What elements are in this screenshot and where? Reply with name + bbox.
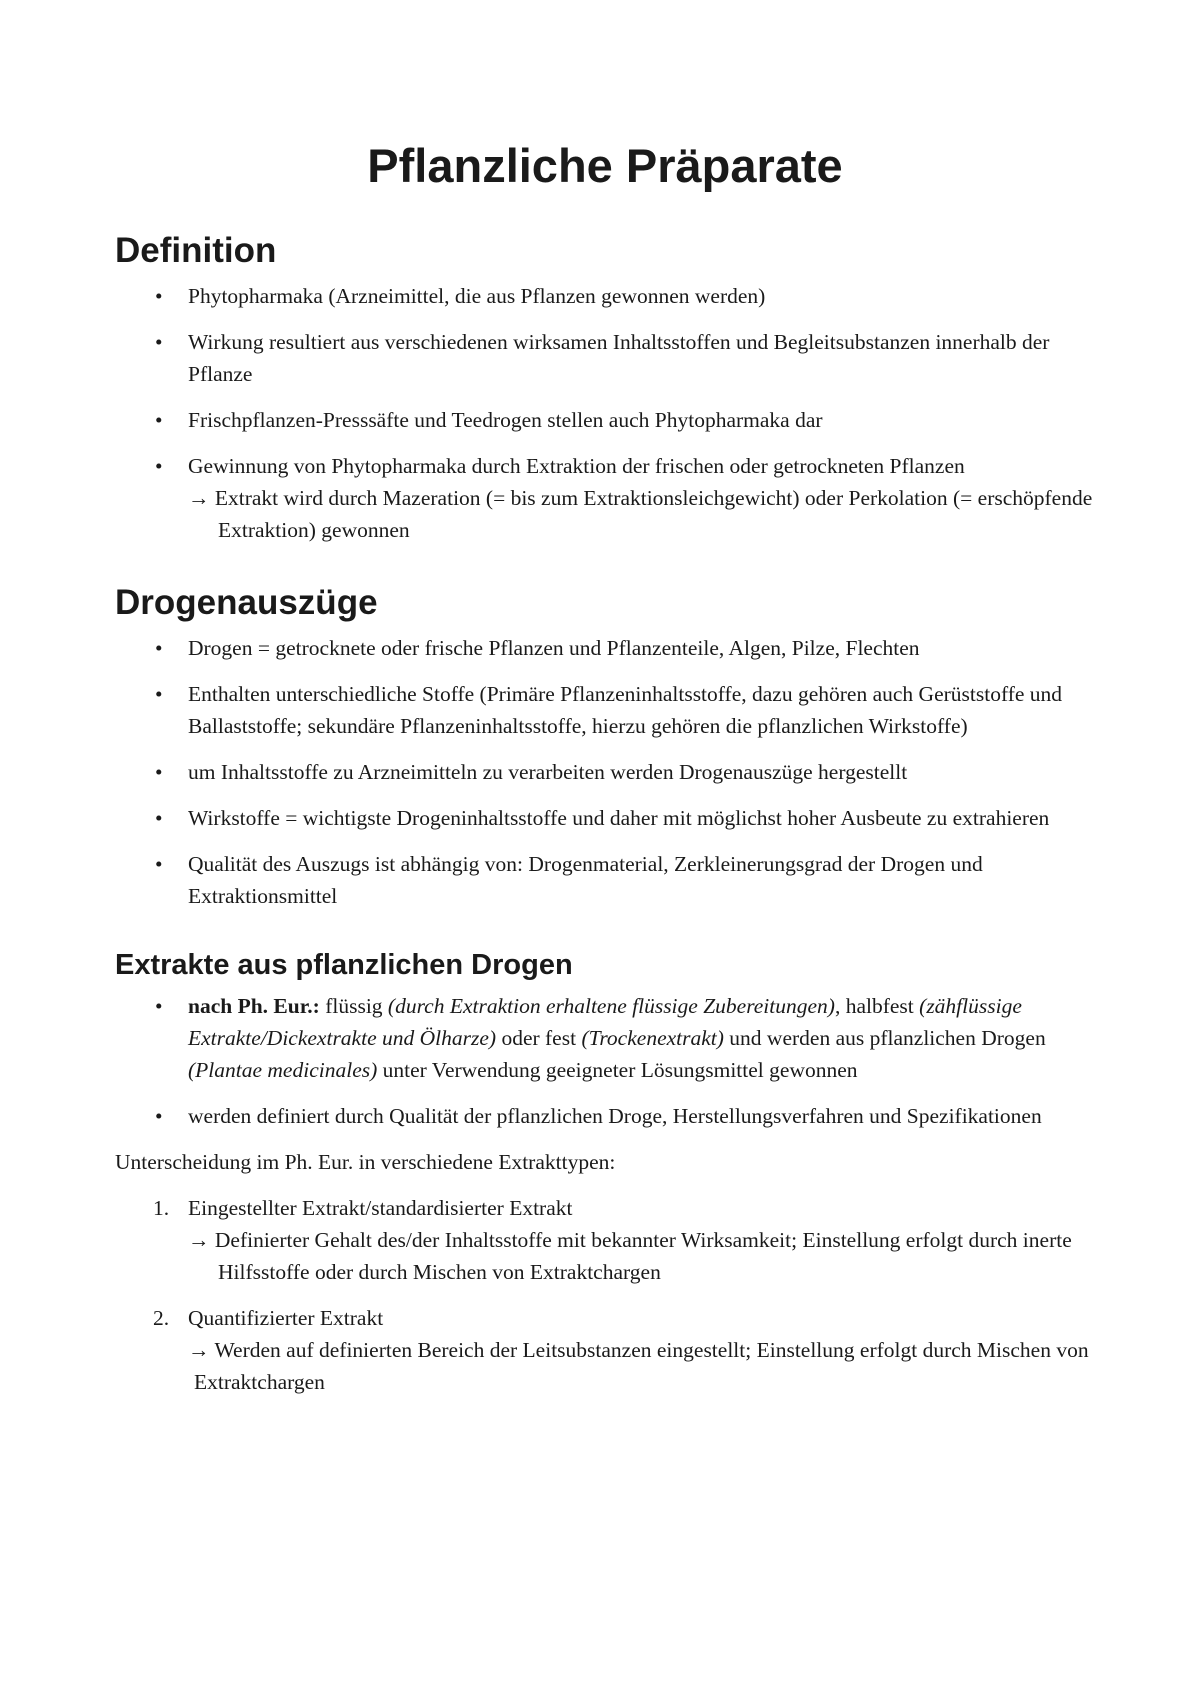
list-item bbox=[115, 990, 1095, 1086]
list-item bbox=[115, 678, 1095, 742]
list-item bbox=[115, 802, 1095, 834]
section-heading: Drogenauszüge bbox=[115, 582, 378, 622]
numbered-list bbox=[115, 1192, 1095, 1398]
bullet-list bbox=[115, 632, 1095, 912]
document-page bbox=[115, 140, 1095, 1412]
bullet-marker: • bbox=[155, 635, 163, 660]
list-item-text: Wirkung resultiert aus verschiedenen wirksamen Inhaltsstoffen und Begleitsubstanzen innerhalb der Pflanze bbox=[188, 329, 1050, 386]
italic-run: (durch Extraktion erhaltene flüssige Zubereitungen) bbox=[387, 994, 835, 1019]
bullet-marker: • bbox=[155, 1104, 163, 1129]
numbered-item bbox=[115, 1192, 1095, 1288]
number-marker: 1. bbox=[153, 1196, 170, 1221]
list-item-text: Enthalten unterschiedliche Stoffe (Primäre Pflanzeninhaltsstoffe, dazu gehören auch Gerüststoffe und Ballaststoffe; sekundäre Pflanzeninhaltsstoffe, hierzu gehören die pflanzlichen Wirkstoffe) bbox=[188, 681, 1063, 738]
list-item-text: Gewinnung von Phytopharmaka durch Extraktion der frischen oder getrockneten Pflanzen bbox=[188, 453, 965, 478]
arrow-note: → Extrakt wird durch Mazeration (= bis zum Extraktionsleichgewicht) oder Perkolation (= erschöpfende Extraktion) gewonnen bbox=[188, 485, 1093, 542]
italic-run: (zähflüssige Extrakte/Dickextrakte und Ölharze) bbox=[188, 994, 1022, 1051]
text-run: oder fest bbox=[496, 1026, 582, 1051]
list-item-text: Qualität des Auszugs ist abhängig von: Drogenmaterial, Zerkleinerungsgrad der Drogen und Extraktionsmittel bbox=[188, 851, 983, 908]
bullet-marker: • bbox=[155, 681, 163, 706]
bullet-list bbox=[115, 990, 1095, 1132]
numbered-item-text: Quantifizierter Extrakt bbox=[188, 1306, 384, 1331]
numbered-item-text: Eingestellter Extrakt/standardisierter Extrakt bbox=[188, 1196, 573, 1221]
list-item-text: Drogen = getrocknete oder frische Pflanzen und Pflanzenteile, Algen, Pilze, Flechten bbox=[188, 635, 920, 660]
section-heading: Extrakte aus pflanzlichen Drogen bbox=[115, 948, 573, 981]
italic-run: (Trockenextrakt) bbox=[581, 1026, 724, 1051]
list-item bbox=[115, 1100, 1095, 1132]
number-marker: 2. bbox=[153, 1306, 170, 1331]
text-run: unter Verwendung geeigneter Lösungsmittel gewonnen bbox=[377, 1058, 858, 1083]
section-heading: Definition bbox=[115, 230, 277, 270]
list-item bbox=[115, 280, 1095, 312]
bullet-list bbox=[115, 280, 1095, 546]
numbered-item bbox=[115, 1302, 1095, 1398]
list-item-text: um Inhaltsstoffe zu Arzneimitteln zu verarbeiten werden Drogenauszüge hergestellt bbox=[188, 759, 908, 784]
page-title: Pflanzliche Präparate bbox=[367, 139, 843, 192]
bullet-marker: • bbox=[155, 851, 163, 876]
text-run: flüssig bbox=[319, 994, 388, 1019]
list-item bbox=[115, 404, 1095, 436]
list-item bbox=[115, 326, 1095, 390]
list-item bbox=[115, 756, 1095, 788]
section-drogenauszuege bbox=[115, 582, 1095, 912]
list-item bbox=[115, 632, 1095, 664]
text-run: , halbfest bbox=[834, 994, 920, 1019]
bullet-marker: • bbox=[155, 283, 163, 308]
list-item-text: Frischpflanzen-Presssäfte und Teedrogen stellen auch Phytopharmaka dar bbox=[188, 407, 823, 432]
list-item-text: Wirkstoffe = wichtigste Drogeninhaltsstoffe und daher mit möglichst hoher Ausbeute zu extrahieren bbox=[188, 805, 1050, 830]
bullet-marker: • bbox=[155, 994, 163, 1019]
text-run: und werden aus pflanzlichen Drogen bbox=[723, 1026, 1046, 1051]
list-item bbox=[115, 450, 1095, 546]
paragraph: Unterscheidung im Ph. Eur. in verschiedene Extrakttypen: bbox=[115, 1150, 616, 1175]
section-extrakte bbox=[115, 948, 1095, 1399]
list-item-text: werden definiert durch Qualität der pflanzlichen Droge, Herstellungsverfahren und Spezifikationen bbox=[188, 1104, 1042, 1129]
bold-lead: nach Ph. Eur.: bbox=[188, 994, 320, 1019]
bullet-marker: • bbox=[155, 329, 163, 354]
bullet-marker: • bbox=[155, 407, 163, 432]
italic-run: (Plantae medicinales) bbox=[188, 1058, 378, 1083]
section-definition bbox=[115, 230, 1095, 546]
bullet-marker: • bbox=[155, 759, 163, 784]
list-item-text: Phytopharmaka (Arzneimittel, die aus Pflanzen gewonnen werden) bbox=[188, 283, 766, 308]
bullet-marker: • bbox=[155, 805, 163, 830]
bullet-marker: • bbox=[155, 453, 163, 478]
arrow-note: → Definierter Gehalt des/der Inhaltsstoffe mit bekannter Wirksamkeit; Einstellung erfolgt durch inerte Hilfsstoffe oder durch Mischen von Extraktchargen bbox=[188, 1228, 1072, 1285]
list-item bbox=[115, 848, 1095, 912]
arrow-note: → Werden auf definierten Bereich der Leitsubstanzen eingestellt; Einstellung erfolgt durch Mischen von Extraktchargen bbox=[188, 1338, 1089, 1395]
